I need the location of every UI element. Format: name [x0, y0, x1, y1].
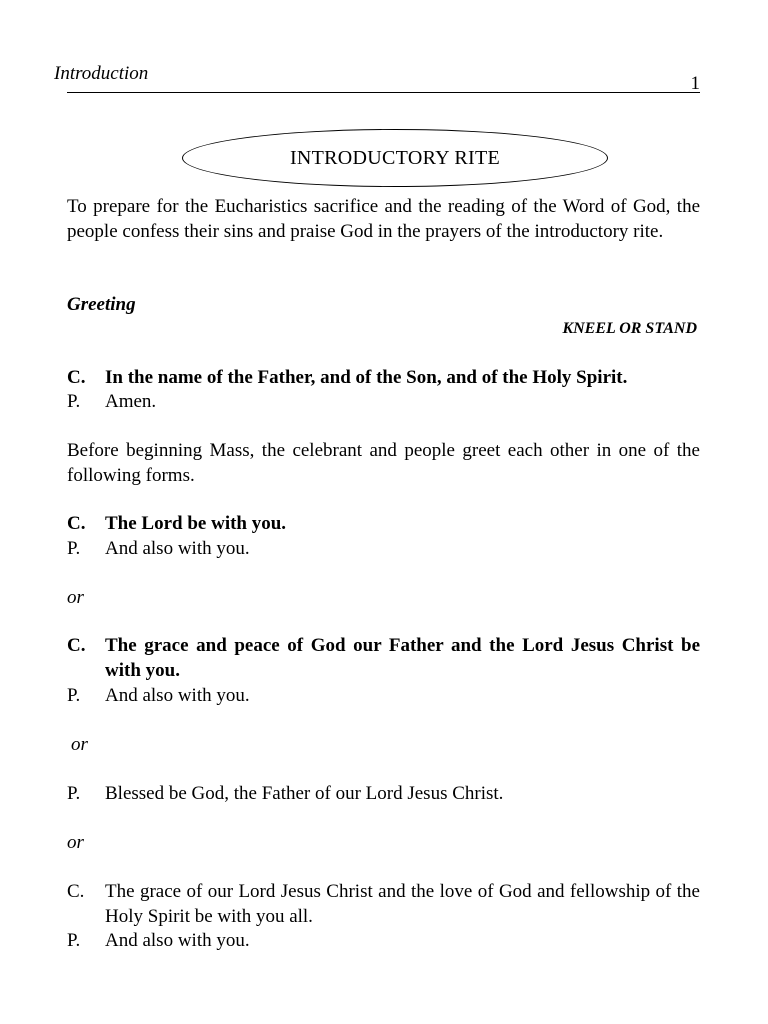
speaker-label: P.: [67, 391, 81, 412]
line-text: And also with you.: [105, 685, 250, 706]
celebrant-line: [67, 634, 700, 683]
speaker-label: P.: [67, 783, 81, 804]
greeting-heading: Greeting: [67, 294, 136, 315]
people-line: [67, 684, 700, 709]
speaker-label: C.: [67, 635, 86, 656]
page-number: 1: [690, 73, 700, 94]
page-header: [54, 60, 700, 94]
line-text: And also with you.: [105, 930, 250, 951]
line-text: In the name of the Father, and of the Son, and of the Holy Spirit.: [105, 367, 628, 388]
posture-instruction: KNEEL OR STAND: [562, 320, 697, 337]
line-text: Amen.: [105, 391, 157, 412]
line-text: The grace and peace of God our Father and the Lord Jesus Christ be with you.: [105, 635, 700, 681]
people-line: [67, 390, 700, 415]
section-title-oval: [182, 129, 608, 187]
or-separator: or: [67, 832, 84, 853]
speaker-label: C.: [67, 881, 85, 902]
people-line: [67, 782, 700, 807]
speaker-label: C.: [67, 513, 86, 534]
or-separator: or: [67, 587, 84, 608]
section-title: INTRODUCTORY RITE: [289, 146, 501, 169]
celebrant-line: [67, 512, 700, 537]
line-text: Blessed be God, the Father of our Lord Jesus Christ.: [105, 783, 504, 804]
header-title: Introduction: [54, 63, 149, 84]
speaker-label: P.: [67, 538, 81, 559]
speaker-label: P.: [67, 685, 81, 706]
speaker-label: P.: [67, 930, 81, 951]
intro-paragraph: To prepare for the Eucharistics sacrifice and the reading of the Word of God, the people confess their sins and praise God in the prayers of the introductory rite.: [67, 196, 700, 242]
people-line: [67, 537, 700, 562]
line-text: The grace of our Lord Jesus Christ and the love of God and fellowship of the Holy Spirit be with you all.: [105, 881, 700, 927]
or-separator: or: [71, 734, 88, 755]
celebrant-line: [67, 880, 700, 929]
celebrant-line: [67, 366, 700, 391]
speaker-label: C.: [67, 367, 86, 388]
before-mass-paragraph: Before beginning Mass, the celebrant and people greet each other in one of the following forms.: [67, 440, 700, 486]
line-text: And also with you.: [105, 538, 250, 559]
people-line: [67, 929, 700, 954]
line-text: The Lord be with you.: [105, 513, 287, 534]
